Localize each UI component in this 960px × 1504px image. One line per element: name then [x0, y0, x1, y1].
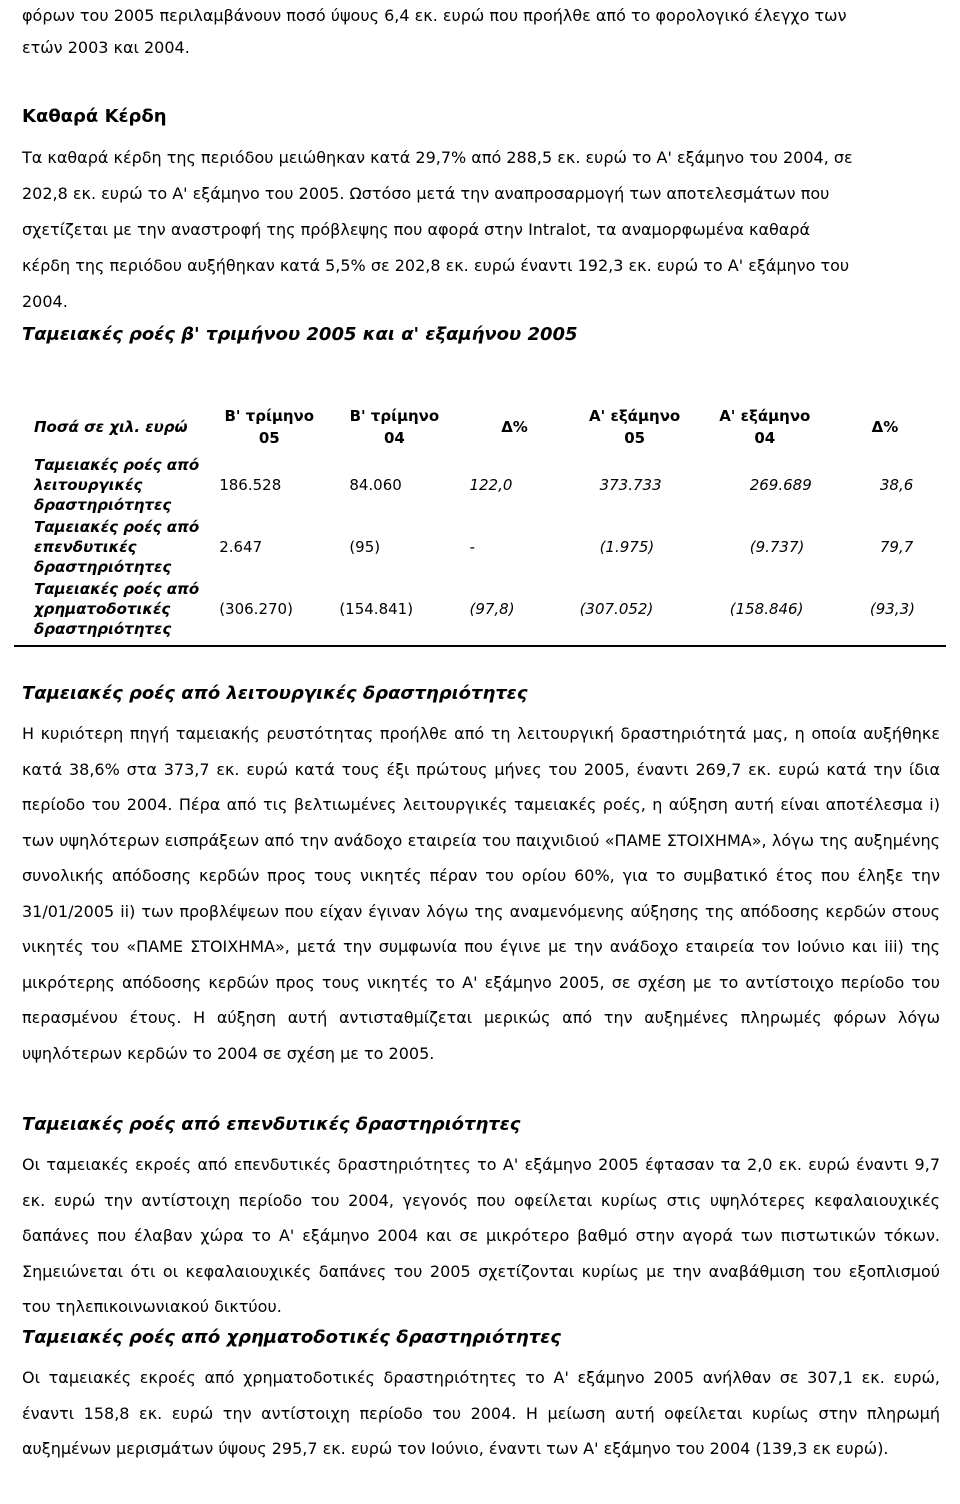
table-cell: 84.060	[349, 476, 402, 494]
table-header-cell: Δ%	[871, 418, 899, 436]
net-profit-line: κέρδη της περιόδου αυξήθηκαν κατά 5,5% σε 202,8 εκ. ευρώ έναντι 192,3 εκ. ευρώ το Α' εξάμηνο του	[22, 256, 850, 275]
table-header-cell: Δ%	[501, 418, 528, 436]
net-profit-heading: Καθαρά Κέρδη	[22, 106, 167, 127]
table-header-cell: Β' τρίμηνο 04	[349, 407, 440, 447]
table-header-cell: Α' εξάμηνο 04	[719, 407, 811, 447]
table-cell: (154.841)	[339, 600, 414, 618]
table-cell: 38,6	[879, 476, 914, 494]
table-cell: (95)	[349, 538, 381, 556]
table-cell: (9.737)	[749, 538, 805, 556]
table-cell: (97,8)	[469, 600, 515, 618]
net-profit-line: σχετίζεται με την αναστροφή της πρόβλεψης που αφορά στην Intralot, τα αναμορφωμένα καθαρά	[22, 220, 811, 239]
financing-heading: Ταμειακές ροές από χρηματοδοτικές δραστηριότητες	[22, 1327, 561, 1348]
operating-heading: Ταμειακές ροές από λειτουργικές δραστηριότητες	[22, 683, 528, 704]
row-label: Ταμειακές ροές από επενδυτικές δραστηριότητες	[34, 518, 200, 576]
cashflow-table	[22, 400, 940, 640]
table-row	[22, 454, 940, 516]
table-cell: (307.052)	[579, 600, 654, 618]
net-profit-line: 202,8 εκ. ευρώ το Α' εξάμηνο του 2005. Ωστόσο μετά την αναπροσαρμογή των αποτελεσμάτων που	[22, 184, 830, 203]
table-bottom-rule	[14, 645, 946, 647]
net-profit-text	[22, 140, 940, 320]
table-cell: -	[469, 538, 475, 556]
intro-line: φόρων του 2005 περιλαμβάνουν ποσό ύψους 6,4 εκ. ευρώ που προήλθε από το φορολογικό έλεγχο των	[22, 6, 847, 25]
table-cell: (306.270)	[219, 600, 293, 618]
table-cell: (93,3)	[869, 600, 915, 618]
row-label: Ταμειακές ροές από χρηματοδοτικές δραστηριότητες	[34, 580, 200, 638]
intro-text	[22, 0, 940, 64]
table-cell: 269.689	[749, 476, 812, 494]
financing-text: Οι ταμειακές εκροές από χρηματοδοτικές δραστηριότητες το Α' εξάμηνο 2005 ανήλθαν σε 307,1 εκ. ευρώ, έναντι 158,8 εκ. ευρώ την αντίστοιχη περίοδο του 2004. Η μείωση αυτή οφείλεται κυρίως στην πληρωμή αυξημένων μερισμάτων ύψους 295,7 εκ. ευρώ τον Ιούνιο, έναντι των Α' εξάμηνο του 2004 (139,3 εκ ευρώ).	[22, 1368, 940, 1458]
table-row	[22, 578, 940, 640]
net-profit-line: 2004.	[22, 292, 68, 311]
investing-heading: Ταμειακές ροές από επενδυτικές δραστηριότητες	[22, 1114, 521, 1135]
table-header-cell: Α' εξάμηνο 05	[589, 407, 681, 447]
table-cell: 2.647	[219, 538, 263, 556]
intro-line: ετών 2003 και 2004.	[22, 38, 190, 57]
row-label: Ταμειακές ροές από λειτουργικές δραστηριότητες	[34, 456, 200, 514]
table-cell: 373.733	[599, 476, 662, 494]
investing-text: Οι ταμειακές εκροές από επενδυτικές δραστηριότητες το Α' εξάμηνο 2005 έφτασαν τα 2,0 εκ. ευρώ έναντι 9,7 εκ. ευρώ την αντίστοιχη περίοδο του 2004, γεγονός που οφείλεται κυρίως στις υψηλότερες κεφαλαιουχικές δαπάνες που έλαβαν χώρα το Α' εξάμηνο 2004 και σε μικρότερο βαθμό στην αγορά των πιστωτικών τόκων. Σημειώνεται ότι οι κεφαλαιουχικές δαπάνες του 2005 σχετίζονται κυρίως με την αναβάθμιση του εξοπλισμού του τηλεπικοινωνιακού δικτύου.	[22, 1155, 940, 1316]
table-cell: (158.846)	[729, 600, 804, 618]
operating-text: Η κυριότερη πηγή ταμειακής ρευστότητας προήλθε από τη λειτουργική δραστηριότητά μας, η οποία αυξήθηκε κατά 38,6% στα 373,7 εκ. ευρώ κατά τους έξι πρώτους μήνες του 2005, έναντι 269,7 εκ. ευρώ κατά την ίδια περίοδο του 2004. Πέρα από τις βελτιωμένες λειτουργικές ταμειακές ροές, η αύξηση αυτή είναι αποτέλεσμα i) των υψηλότερων εισπράξεων από την ανάδοχο εταιρεία του παιχνιδιού «ΠΑΜΕ ΣΤΟΙΧΗΜΑ», λόγω της αυξημένης συνολικής απόδοσης κερδών προς τους νικητές πέραν του ορίου 60%, για το συμβατικό έτος που έληξε την 31/01/2005 ii) των προβλέψεων που είχαν έγιναν λόγω της αναμενόμενης αύξησης της απόδοσης κερδών στους νικητές του «ΠΑΜΕ ΣΤΟΙΧΗΜΑ», μετά την συμφωνία που έγινε με την ανάδοχο εταιρεία τον Ιούνιο και iii) της μικρότερης απόδοσης κερδών προς τους νικητές το Α' εξάμηνο 2005, σε σχέση με το αντίστοιχο περίοδο του περασμένου έτους. Η αύξηση αυτή αντισταθμίζεται μερικώς από την αυξημένες πληρωμές φόρων λόγω υψηλότερων κερδών το 2004 σε σχέση με το 2005.	[22, 724, 940, 1063]
table-header-row	[22, 400, 940, 454]
cashflow-heading: Ταμειακές ροές β' τριμήνου 2005 και α' εξαμήνου 2005	[22, 324, 578, 345]
table-cell: 79,7	[879, 538, 914, 556]
table-header-cell: Β' τρίμηνο 05	[224, 407, 315, 447]
net-profit-line: Τα καθαρά κέρδη της περιόδου μειώθηκαν κατά 29,7% από 288,5 εκ. ευρώ το Α' εξάμηνο του 2004, σε	[22, 148, 853, 167]
table-row	[22, 516, 940, 578]
table-cell: (1.975)	[599, 538, 655, 556]
table-cell: 186.528	[219, 476, 282, 494]
table-cell: 122,0	[469, 476, 513, 494]
table-header-cell: Ποσά σε χιλ. ευρώ	[34, 418, 188, 436]
